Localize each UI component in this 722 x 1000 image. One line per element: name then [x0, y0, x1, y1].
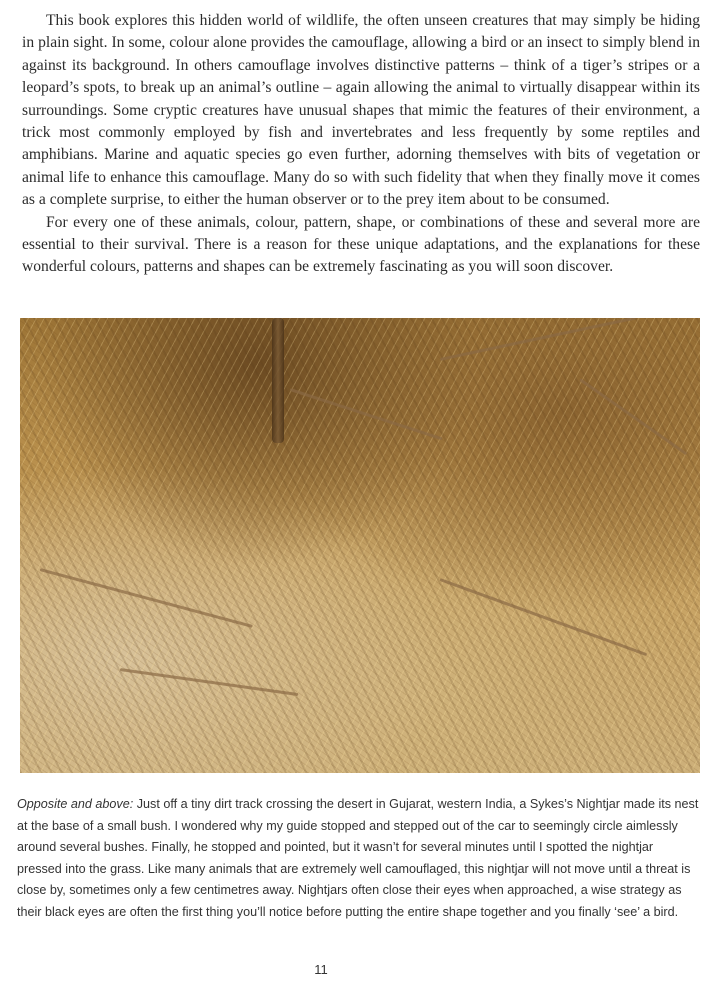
nightjar-camouflage-photo	[20, 318, 700, 773]
caption-lead: Opposite and above:	[17, 797, 134, 811]
twig	[440, 318, 636, 361]
paragraph-1: This book explores this hidden world of wildlife, the often unseen creatures that may simply be hiding in plain sight. In some, colour alone provides the camouflage, allowing a bird or an insect to simply blend in against its background. In others camouflage involves distinctive patterns – think of a tiger’s stripes or a leopard’s spots, to break up an animal’s outline – again allowing the animal to virtually disappear within its surroundings. Some cryptic creatures have unusual shapes that mimic the features of their environment, a trick most commonly employed by fish and invertebrates and less frequently by some reptiles and amphibians. Marine and aquatic species go even further, adorning themselves with bits of vegetation or animal life to enhance this camouflage. Many do so with such fidelity that when they finally move it comes as a complete surprise, to either the human observer or to the prey item about to be consumed.	[22, 12, 700, 209]
photo-caption	[17, 794, 699, 924]
paragraph-2: For every one of these animals, colour, pattern, shape, or combinations of these and several more are essential to their survival. There is a reason for these unique adaptations, and the explanations for these wonderful colours, patterns and shapes can be extremely fascinating as you will soon discover.	[22, 213, 700, 276]
twig	[439, 578, 647, 656]
twig	[120, 668, 299, 696]
twig	[290, 388, 443, 440]
bush-stem	[272, 318, 284, 443]
page-number: 11	[314, 962, 328, 977]
twig	[579, 378, 687, 455]
caption-text: Just off a tiny dirt track crossing the desert in Gujarat, western India, a Sykes’s Nightjar made its nest at the base of a small bush. I wondered why my guide stopped and stepped out of the car to seemingly circle aimlessly around several bushes. Finally, he stopped and pointed, but it wasn’t for several minutes until I spotted the nightjar pressed into the grass. Like many animals that are extremely well camouflaged, this nightjar will not move until a threat is close by, sometimes only a few centimetres away. Nightjars often close their eyes when approached, a wise strategy as their black eyes are often the first thing you’ll notice before putting the entire shape together and you finally ‘see’ a bird.	[17, 797, 699, 919]
twig	[40, 568, 253, 628]
body-text	[22, 10, 700, 279]
